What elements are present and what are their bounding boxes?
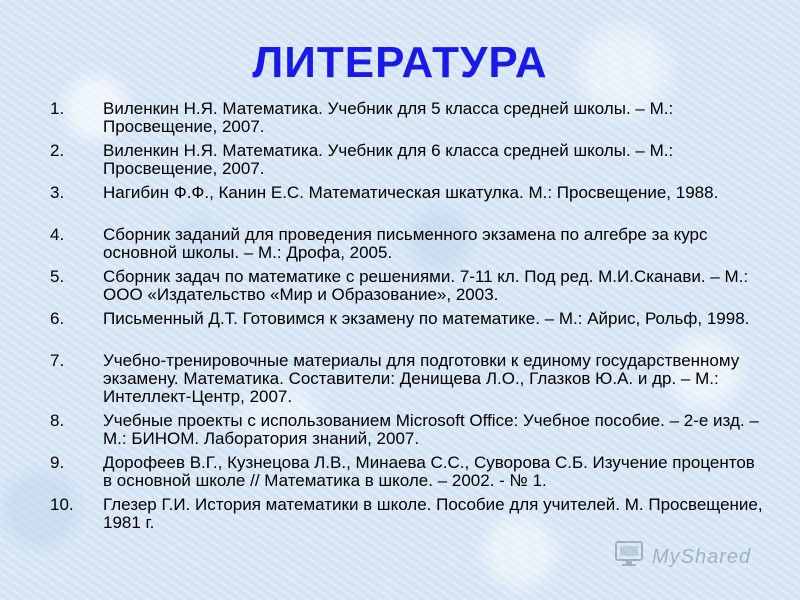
item-text: Виленкин Н.Я. Математика. Учебник для 6 класса средней школы. – М.: Просвещение, 2007. bbox=[103, 141, 674, 178]
item-text: Глезер Г.И. История математики в школе. Пособие для учителей. М. Просвещение, 1981 г. bbox=[103, 495, 763, 532]
watermark bbox=[612, 534, 772, 574]
list-item bbox=[0, 496, 800, 532]
list-item bbox=[0, 184, 800, 220]
list-item bbox=[0, 268, 800, 304]
list-item bbox=[0, 454, 800, 490]
watermark-text: MyShared bbox=[652, 546, 752, 568]
item-text: Сборник заданий для проведения письменного экзамена по алгебре за курс основной школы. – М.: Дрофа, 2005. bbox=[103, 225, 708, 262]
item-number: 2. bbox=[50, 141, 65, 160]
item-number: 5. bbox=[50, 267, 65, 286]
item-number: 6. bbox=[50, 309, 65, 328]
item-text: Дорофеев В.Г., Кузнецова Л.В., Минаева С.С., Суворова С.Б. Изучение процентов в основной школе // Математика в школе. – 2002. - № 1. bbox=[103, 453, 755, 490]
item-text: Письменный Д.Т. Готовимся к экзамену по математике. – М.: Айрис, Рольф, 1998. bbox=[103, 309, 750, 328]
list-item bbox=[0, 412, 800, 448]
item-number: 9. bbox=[50, 453, 65, 472]
watermark-logo-icon bbox=[612, 534, 648, 570]
item-number: 7. bbox=[50, 351, 65, 370]
item-text: Виленкин Н.Я. Математика. Учебник для 5 класса средней школы. – М.: Просвещение, 2007. bbox=[103, 99, 674, 136]
item-number: 10. bbox=[50, 495, 74, 514]
item-text: Нагибин Ф.Ф., Канин Е.С. Математическая шкатулка. М.: Просвещение, 1988. bbox=[103, 183, 719, 202]
list-item bbox=[0, 310, 800, 346]
item-text: Учебные проекты с использованием Microsoft Office: Учебное пособие. – 2-е изд. – М.: БИНОМ. Лаборатория знаний, 2007. bbox=[103, 411, 759, 448]
list-item bbox=[0, 226, 800, 262]
item-number: 4. bbox=[50, 225, 65, 244]
list-item bbox=[0, 142, 800, 178]
item-text: Учебно-тренировочные материалы для подготовки к единому государственному экзамену. Математика. Составители: Денищева Л.О., Глазков Ю.А. и др. – М.: Интеллект-Центр, 2007. bbox=[103, 351, 740, 406]
item-number: 8. bbox=[50, 411, 65, 430]
reference-list bbox=[0, 100, 800, 538]
item-number: 1. bbox=[50, 99, 65, 118]
slide-title: ЛИТЕРАТУРА bbox=[252, 38, 548, 87]
list-item bbox=[0, 100, 800, 136]
list-item bbox=[0, 352, 800, 406]
item-number: 3. bbox=[50, 183, 65, 202]
item-text: Сборник задач по математике с решениями. 7-11 кл. Под ред. М.И.Сканави. – М.: ООО «Издательство «Мир и Образование», 2003. bbox=[103, 267, 749, 304]
